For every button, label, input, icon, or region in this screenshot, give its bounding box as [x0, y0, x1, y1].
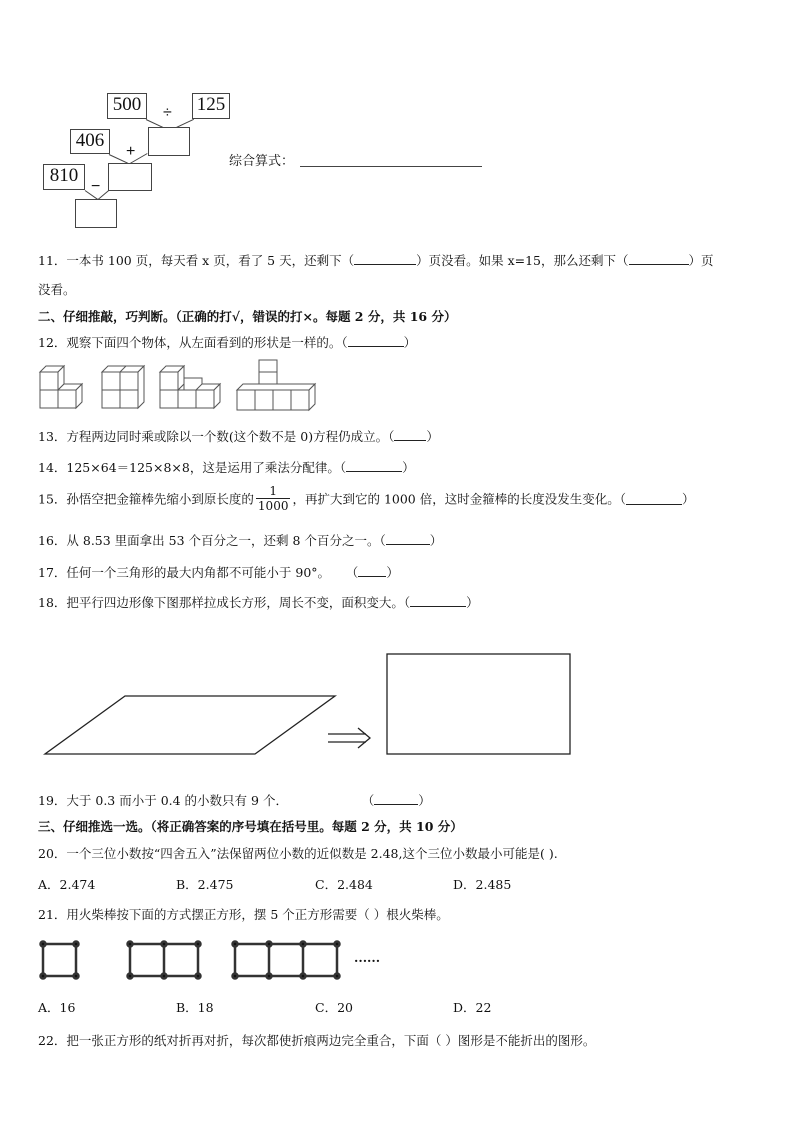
cube-figure-3 — [160, 366, 220, 408]
parallelogram-to-rectangle-figure — [40, 650, 580, 760]
matchstick-ellipsis: ...... — [354, 950, 381, 965]
q14-answer-blank[interactable] — [346, 460, 402, 472]
q16-close: ） — [429, 533, 443, 548]
matchstick-figures — [38, 938, 388, 982]
cube-figure-1 — [40, 366, 82, 408]
q15-close: ） — [681, 491, 695, 507]
q15-text: 15．孙悟空把金箍棒先缩小到原长度的 — [38, 491, 254, 507]
question-14 — [38, 458, 415, 476]
q19-text: 19．大于 0.3 而小于 0.4 的小数只有 9 个． — [38, 793, 288, 808]
q17-text: 17．任何一个三角形的最大内角都不可能小于 90°。 — [38, 565, 331, 580]
q17-close: ） — [386, 565, 399, 580]
question-19 — [38, 791, 431, 809]
q14-text: 14．125×64＝125×8×8，这是运用了乘法分配律。（ — [38, 460, 347, 475]
question-18 — [38, 593, 479, 611]
answer-box-result[interactable] — [75, 199, 117, 228]
question-12 — [38, 333, 416, 351]
q13-answer-blank[interactable] — [394, 429, 426, 441]
fraction — [256, 484, 291, 513]
question-20: 20．一个三位小数按“四舍五入”法保留两位小数的近似数是 2.48,这个三位小数最小可能是( ). — [38, 846, 558, 861]
q19-open: （ — [367, 793, 375, 808]
question-13 — [38, 427, 439, 445]
q21-option-d[interactable]: D．22 — [453, 1000, 492, 1015]
section-3-heading: 三、仔细推选一选。（将正确答案的序号填在括号里。每题 2 分，共 10 分） — [38, 819, 463, 834]
q15-answer-blank[interactable] — [626, 493, 682, 505]
fraction-numerator: 1 — [256, 484, 291, 499]
q15-text-2: ，再扩大到它的 1000 倍，这时金箍棒的长度没发生变化。（ — [292, 491, 626, 507]
q21-option-b[interactable]: B．18 — [176, 1000, 214, 1015]
box-406: 406 — [70, 129, 110, 154]
cube-figure-2 — [102, 366, 144, 408]
box-500: 500 — [107, 93, 147, 119]
question-21: 21．用火柴棒按下面的方式摆正方形，摆 5 个正方形需要（ ）根火柴棒。 — [38, 907, 449, 922]
formula-label: 综合算式： — [229, 154, 295, 169]
q18-answer-blank[interactable] — [410, 595, 466, 607]
q21-option-a[interactable]: A．16 — [38, 1000, 76, 1015]
q18-text: 18．把平行四边形像下图那样拉成长方形，周长不变，面积变大。（ — [38, 595, 411, 610]
box-125: 125 — [192, 93, 230, 119]
q12-text: 12．观察下面四个物体，从左面看到的形状是一样的。（ — [38, 335, 348, 350]
question-17 — [38, 563, 399, 581]
matchstick-figure-2 — [128, 942, 201, 979]
question-11 — [38, 251, 714, 269]
q11-text-2: ）页没看。如果 x=15，那么还剩下（ — [416, 253, 629, 268]
q20-option-b[interactable]: B．2.475 — [176, 877, 234, 892]
box-810: 810 — [43, 164, 85, 190]
q21-option-c[interactable]: C．20 — [315, 1000, 353, 1015]
operator-minus: − — [91, 178, 101, 195]
formula-answer-line[interactable] — [300, 166, 482, 167]
cube-figure-4 — [237, 360, 315, 410]
question-11-line2: 没看。 — [38, 282, 76, 297]
answer-box-quotient[interactable] — [148, 127, 190, 156]
q14-close: ） — [402, 460, 415, 475]
question-22: 22．把一张正方形的纸对折再对折，每次都使折痕两边完全重合，下面（ ）图形是不能折出的图形。 — [38, 1033, 596, 1048]
q16-answer-blank[interactable] — [386, 533, 430, 545]
q11-text-1: 11．一本书 100 页，每天看 x 页，看了 5 天，还剩下（ — [38, 253, 355, 268]
q13-close: ） — [426, 429, 439, 444]
answer-box-sum[interactable] — [108, 163, 152, 191]
cube-figures — [38, 358, 328, 418]
q19-answer-blank[interactable] — [374, 793, 418, 805]
q18-close: ） — [466, 595, 479, 610]
q16-text: 16．从 8.53 里面拿出 53 个百分之一，还剩 8 个百分之一。（ — [38, 533, 386, 548]
question-15 — [38, 484, 695, 513]
q12-close: ） — [403, 335, 417, 350]
double-arrow-icon — [328, 728, 370, 748]
q13-text: 13．方程两边同时乘或除以一个数(这个数不是 0)方程仍成立。（ — [38, 429, 395, 444]
rectangle — [387, 654, 570, 754]
q20-option-a[interactable]: A．2.474 — [38, 877, 96, 892]
q17-answer-blank[interactable] — [358, 565, 386, 577]
q17-open: （ — [352, 565, 359, 580]
q11-answer-blank-1[interactable] — [354, 253, 416, 265]
matchstick-figure-1 — [41, 942, 79, 979]
question-16 — [38, 531, 442, 549]
matchstick-figure-3 — [233, 942, 340, 979]
operator-plus: + — [126, 143, 136, 160]
q19-close: ） — [418, 793, 431, 808]
q11-text-3: ）页 — [688, 253, 714, 268]
section-2-heading: 二、仔细推敲，巧判断。（正确的打√，错误的打×。每题 2 分，共 16 分） — [38, 309, 457, 324]
q12-answer-blank[interactable] — [348, 335, 404, 347]
parallelogram — [45, 696, 335, 754]
q11-answer-blank-2[interactable] — [629, 253, 689, 265]
fraction-denominator: 1000 — [257, 499, 289, 513]
q20-option-d[interactable]: D．2.485 — [453, 877, 512, 892]
q20-option-c[interactable]: C．2.484 — [315, 877, 373, 892]
operator-divide: ÷ — [163, 104, 172, 121]
